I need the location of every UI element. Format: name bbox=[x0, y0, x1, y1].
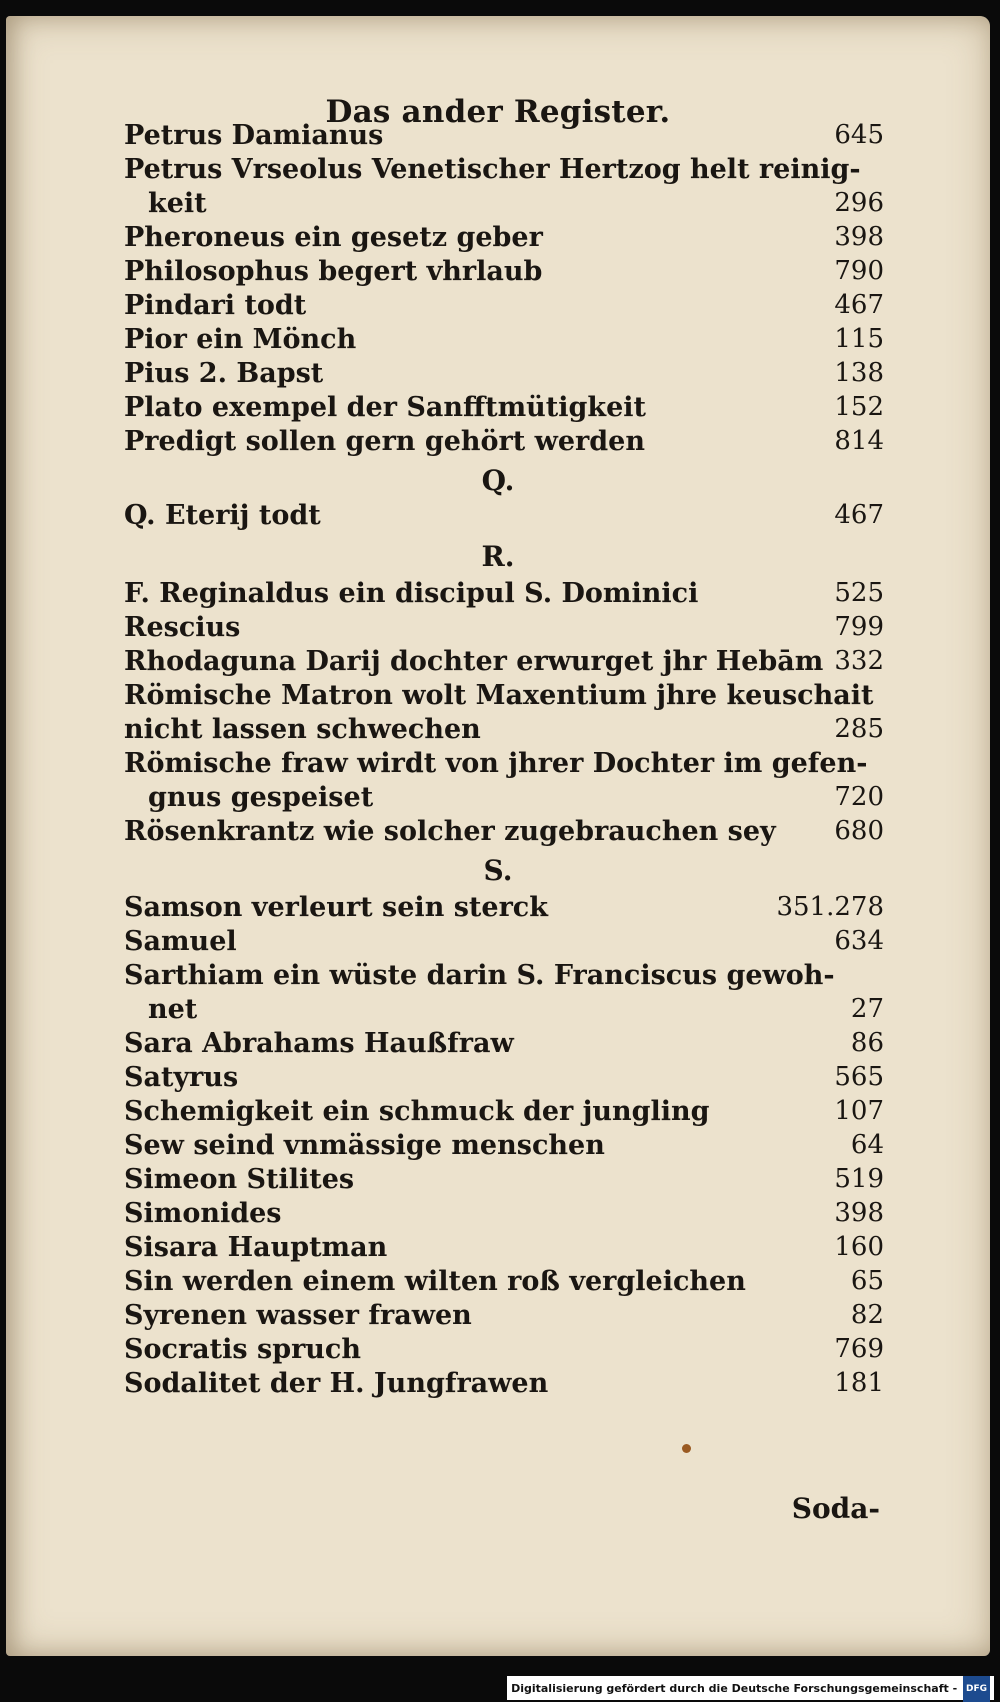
ink-spot bbox=[682, 1444, 691, 1453]
dfg-logo: DFG bbox=[963, 1676, 990, 1702]
entry-page: 398 bbox=[834, 222, 884, 252]
entry-text: Syrenen wasser frawen bbox=[124, 1300, 472, 1331]
entry-text: Samuel bbox=[124, 926, 237, 957]
entry-text: Schemigkeit ein schmuck der jungling bbox=[124, 1096, 710, 1127]
entry-page: 565 bbox=[834, 1062, 884, 1092]
entry-page: 680 bbox=[834, 816, 884, 846]
entry-page: 64 bbox=[850, 1130, 884, 1160]
entry-page: 296 bbox=[834, 188, 884, 218]
register-entry bbox=[124, 816, 884, 856]
entry-text: keit bbox=[148, 188, 207, 219]
entry-text: Pior ein Mönch bbox=[124, 324, 357, 355]
entry-page: 645 bbox=[834, 120, 884, 150]
entry-text: Pindari todt bbox=[124, 290, 307, 321]
entry-page: 138 bbox=[834, 358, 884, 388]
entry-page: 790 bbox=[834, 256, 884, 286]
entry-page: 332 bbox=[834, 646, 884, 676]
entry-page: 799 bbox=[834, 612, 884, 642]
entry-text: Petrus Damianus bbox=[124, 120, 384, 151]
entry-page: 86 bbox=[850, 1028, 884, 1058]
catchword: Soda- bbox=[791, 1492, 880, 1525]
entry-text: Römische fraw wirdt von jhrer Dochter im gefen- bbox=[124, 748, 868, 779]
entry-page: 115 bbox=[834, 324, 884, 354]
entry-text: Socratis spruch bbox=[124, 1334, 362, 1365]
entry-text: Pius 2. Bapst bbox=[124, 358, 324, 389]
entry-text: Plato exempel der Sanfftmütigkeit bbox=[124, 392, 647, 423]
entry-page: 769 bbox=[834, 1334, 884, 1364]
book-page bbox=[6, 16, 990, 1656]
entry-text: Samson verleurt sein sterck bbox=[124, 892, 548, 923]
entry-text: gnus gespeiset bbox=[148, 782, 374, 813]
entry-text: Philosophus begert vhrlaub bbox=[124, 256, 543, 287]
entry-text: Sara Abrahams Haußfraw bbox=[124, 1028, 514, 1059]
entry-text: Sin werden einem wilten roß vergleichen bbox=[124, 1266, 746, 1297]
entry-page: 82 bbox=[850, 1300, 884, 1330]
entry-text: Rhodaguna Darij dochter erwurget jhr Hebām bbox=[124, 646, 824, 677]
entry-text: F. Reginaldus ein discipul S. Dominici bbox=[124, 578, 699, 609]
entry-page: 285 bbox=[834, 714, 884, 744]
entry-text: Petrus Vrseolus Venetischer Hertzog helt reinig- bbox=[124, 154, 861, 185]
entry-text: Rescius bbox=[124, 612, 241, 643]
entry-page: 107 bbox=[834, 1096, 884, 1126]
register-entry bbox=[124, 1368, 884, 1408]
entry-page: 181 bbox=[834, 1368, 884, 1398]
entry-text: Rösenkrantz wie solcher zugebrauchen sey bbox=[124, 816, 776, 847]
entry-text: Pheroneus ein gesetz geber bbox=[124, 222, 543, 253]
entry-text: Predigt sollen gern gehört werden bbox=[124, 426, 645, 457]
entry-page: 160 bbox=[834, 1232, 884, 1262]
entry-page: 634 bbox=[834, 926, 884, 956]
entry-page: 519 bbox=[834, 1164, 884, 1194]
section-letter-q: Q. bbox=[481, 464, 515, 497]
entry-page: 467 bbox=[834, 290, 884, 320]
entry-text: Sarthiam ein wüste darin S. Franciscus gewoh- bbox=[124, 960, 835, 991]
entry-page: 720 bbox=[834, 782, 884, 812]
entry-text: Sodalitet der H. Jungfrawen bbox=[124, 1368, 549, 1399]
section-letter-s: S. bbox=[483, 854, 513, 887]
entry-text: Q. Eterij todt bbox=[124, 500, 321, 531]
entry-page: 27 bbox=[850, 994, 884, 1024]
entry-text: Simeon Stilites bbox=[124, 1164, 355, 1195]
entry-text: Sisara Hauptman bbox=[124, 1232, 388, 1263]
footer-text: Digitalisierung gefördert durch die Deutsche Forschungsgemeinschaft - bbox=[511, 1682, 958, 1695]
section-letter-r: R. bbox=[481, 540, 515, 573]
entry-page: 525 bbox=[834, 578, 884, 608]
register-entry bbox=[124, 500, 884, 540]
register-entries bbox=[6, 16, 990, 1656]
entry-page: 467 bbox=[834, 500, 884, 530]
register-entry bbox=[124, 426, 884, 466]
entry-page: 814 bbox=[834, 426, 884, 456]
entry-text: Satyrus bbox=[124, 1062, 239, 1093]
entry-page: 65 bbox=[850, 1266, 884, 1296]
entry-text: Sew seind vnmässige menschen bbox=[124, 1130, 605, 1161]
entry-text: Simonides bbox=[124, 1198, 282, 1229]
entry-page: 351.278 bbox=[776, 892, 884, 922]
entry-text: nicht lassen schwechen bbox=[124, 714, 481, 745]
entry-text: Römische Matron wolt Maxentium jhre keuschait bbox=[124, 680, 874, 711]
entry-page: 398 bbox=[834, 1198, 884, 1228]
entry-page: 152 bbox=[834, 392, 884, 422]
digitization-footer bbox=[507, 1676, 994, 1700]
entry-text: net bbox=[148, 994, 198, 1025]
running-head: Das ander Register. bbox=[325, 94, 671, 130]
